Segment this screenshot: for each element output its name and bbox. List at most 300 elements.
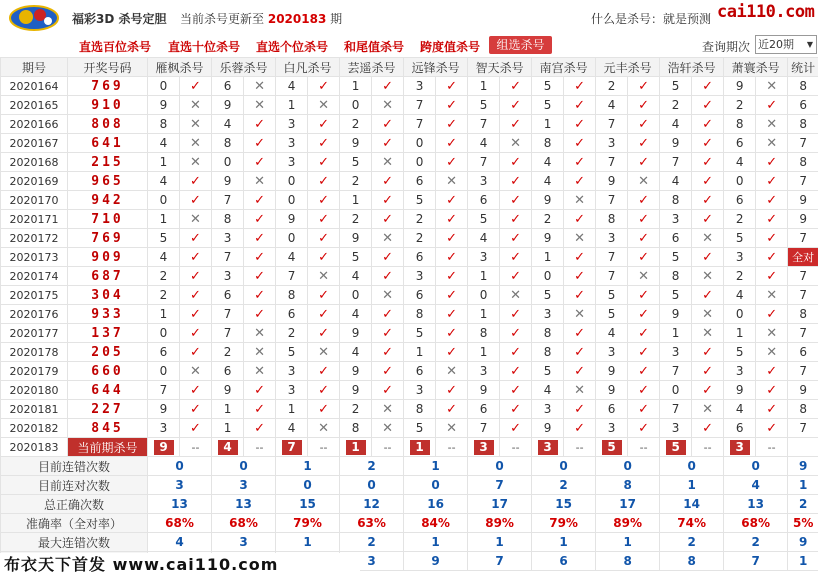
kill-number-cell: 1 xyxy=(276,96,308,115)
current-kill-cell xyxy=(596,438,628,457)
check-icon: ✓ xyxy=(692,115,724,134)
stats-value: 9 xyxy=(404,552,468,571)
check-icon: ✓ xyxy=(436,153,468,172)
kill-number-cell: 8 xyxy=(532,134,564,153)
kill-number-cell: 3 xyxy=(660,343,692,362)
kill-number-cell: 2 xyxy=(340,400,372,419)
current-kill-cell xyxy=(340,438,372,457)
kill-number-cell: 3 xyxy=(596,229,628,248)
kill-number-cell: 7 xyxy=(148,381,180,400)
table-row xyxy=(1,134,818,153)
kill-number-cell: 1 xyxy=(212,419,244,438)
stat-cell: 7 xyxy=(788,362,818,381)
kill-number-cell: 7 xyxy=(468,115,500,134)
table-row xyxy=(1,77,818,96)
kill-number-cell: 9 xyxy=(276,210,308,229)
kill-number-cell: 2 xyxy=(596,77,628,96)
stat-cell: 全对 xyxy=(788,248,818,267)
table-row xyxy=(1,343,818,362)
cross-icon: ✕ xyxy=(372,96,404,115)
check-icon: ✓ xyxy=(436,96,468,115)
stats-value: 68% xyxy=(724,514,788,533)
check-icon: ✓ xyxy=(180,324,212,343)
check-icon: ✓ xyxy=(628,115,660,134)
stats-value: 15 xyxy=(532,495,596,514)
kill-number-cell: 3 xyxy=(468,362,500,381)
current-kill-label: 当前期杀号 xyxy=(68,438,148,457)
current-kill-badge: 5 xyxy=(602,440,622,455)
kill-number-cell: 5 xyxy=(532,77,564,96)
kill-number-cell: 7 xyxy=(596,267,628,286)
kill-number-cell: 8 xyxy=(404,305,436,324)
check-icon: ✓ xyxy=(692,191,724,210)
issue-cell: 2020171 xyxy=(1,210,68,229)
check-icon: ✓ xyxy=(180,343,212,362)
kill-number-cell: 8 xyxy=(596,210,628,229)
current-dash-cell: -- xyxy=(308,438,340,457)
issue-cell: 2020174 xyxy=(1,267,68,286)
table-row xyxy=(1,267,818,286)
kill-number-cell: 9 xyxy=(468,381,500,400)
draw-number-cell: 965 xyxy=(68,172,148,191)
kill-number-cell: 8 xyxy=(532,343,564,362)
stats-value: 8 xyxy=(660,552,724,571)
kill-number-cell: 5 xyxy=(404,191,436,210)
issue-cell: 2020180 xyxy=(1,381,68,400)
kill-number-cell: 5 xyxy=(596,286,628,305)
check-icon: ✓ xyxy=(308,115,340,134)
current-dash-cell: -- xyxy=(628,438,660,457)
site-link[interactable]: cai110.com xyxy=(717,2,815,22)
column-header: 期号 xyxy=(1,58,68,77)
check-icon: ✓ xyxy=(500,191,532,210)
kill-number-cell: 8 xyxy=(404,400,436,419)
table-row xyxy=(1,115,818,134)
kill-number-cell: 3 xyxy=(724,362,756,381)
check-icon: ✓ xyxy=(244,134,276,153)
check-icon: ✓ xyxy=(436,305,468,324)
current-dash-cell: -- xyxy=(180,438,212,457)
kill-number-cell: 9 xyxy=(340,134,372,153)
draw-number-cell: 769 xyxy=(68,229,148,248)
kill-number-cell: 0 xyxy=(276,229,308,248)
kill-number-cell: 2 xyxy=(148,286,180,305)
kill-number-cell: 7 xyxy=(468,153,500,172)
current-dash-cell: -- xyxy=(692,438,724,457)
kill-number-cell: 0 xyxy=(148,191,180,210)
kill-number-cell: 1 xyxy=(404,343,436,362)
kill-number-cell: 9 xyxy=(340,381,372,400)
check-icon: ✓ xyxy=(756,248,788,267)
kill-number-cell: 0 xyxy=(468,286,500,305)
kill-number-cell: 6 xyxy=(724,134,756,153)
issue-cell: 2020181 xyxy=(1,400,68,419)
issue-cell: 2020175 xyxy=(1,286,68,305)
kill-number-cell: 3 xyxy=(724,248,756,267)
kill-number-cell: 1 xyxy=(148,153,180,172)
cross-icon: ✕ xyxy=(436,419,468,438)
check-icon: ✓ xyxy=(436,134,468,153)
update-prefix: 当前杀号更新至 xyxy=(180,12,265,26)
stat-cell: 8 xyxy=(788,153,818,172)
check-icon: ✓ xyxy=(628,305,660,324)
check-icon: ✓ xyxy=(244,229,276,248)
table-body xyxy=(1,77,818,571)
kill-number-cell: 9 xyxy=(148,400,180,419)
check-icon: ✓ xyxy=(244,153,276,172)
draw-number-cell: 227 xyxy=(68,400,148,419)
cross-icon: ✕ xyxy=(180,210,212,229)
kill-number-cell: 1 xyxy=(468,77,500,96)
kill-number-cell: 6 xyxy=(212,77,244,96)
kill-number-cell: 1 xyxy=(276,400,308,419)
kill-number-cell: 9 xyxy=(660,134,692,153)
cross-icon: ✕ xyxy=(564,381,596,400)
kill-number-cell: 6 xyxy=(148,343,180,362)
kill-number-cell: 8 xyxy=(212,134,244,153)
check-icon: ✓ xyxy=(628,286,660,305)
kill-number-cell: 5 xyxy=(404,324,436,343)
column-header: 智天杀号 xyxy=(468,58,532,77)
kill-number-cell: 9 xyxy=(724,381,756,400)
check-icon: ✓ xyxy=(628,153,660,172)
check-icon: ✓ xyxy=(244,267,276,286)
stats-label: 目前连对次数 xyxy=(1,476,148,495)
check-icon: ✓ xyxy=(244,286,276,305)
kill-number-cell: 4 xyxy=(276,77,308,96)
check-icon: ✓ xyxy=(628,419,660,438)
table-row xyxy=(1,305,818,324)
check-icon: ✓ xyxy=(756,305,788,324)
check-icon: ✓ xyxy=(628,210,660,229)
check-icon: ✓ xyxy=(628,343,660,362)
check-icon: ✓ xyxy=(436,381,468,400)
stats-row xyxy=(1,533,818,552)
current-kill-badge: 9 xyxy=(154,440,174,455)
cross-icon: ✕ xyxy=(564,305,596,324)
check-icon: ✓ xyxy=(756,172,788,191)
check-icon: ✓ xyxy=(500,248,532,267)
check-icon: ✓ xyxy=(564,248,596,267)
check-icon: ✓ xyxy=(756,191,788,210)
kill-number-cell: 6 xyxy=(468,191,500,210)
kill-number-cell: 3 xyxy=(404,381,436,400)
current-kill-badge: 7 xyxy=(282,440,302,455)
stats-value: 0 xyxy=(212,457,276,476)
kill-number-cell: 4 xyxy=(532,381,564,400)
period-select[interactable] xyxy=(755,35,817,54)
draw-number-cell: 644 xyxy=(68,381,148,400)
kill-number-cell: 9 xyxy=(724,77,756,96)
table-row xyxy=(1,362,818,381)
kill-number-cell: 5 xyxy=(340,153,372,172)
column-header: 白凡杀号 xyxy=(276,58,340,77)
kill-number-cell: 3 xyxy=(276,362,308,381)
stats-value: 6 xyxy=(532,552,596,571)
kill-number-cell: 9 xyxy=(532,191,564,210)
table-row xyxy=(1,324,818,343)
kill-number-cell: 3 xyxy=(596,134,628,153)
stats-value: 1 xyxy=(276,457,340,476)
kill-number-cell: 7 xyxy=(660,400,692,419)
kill-number-cell: 4 xyxy=(340,343,372,362)
check-icon: ✓ xyxy=(436,229,468,248)
kill-number-cell: 2 xyxy=(724,267,756,286)
kill-number-cell: 3 xyxy=(532,305,564,324)
stats-value: 4 xyxy=(724,476,788,495)
kill-number-cell: 8 xyxy=(340,419,372,438)
cross-icon: ✕ xyxy=(756,343,788,362)
check-icon: ✓ xyxy=(308,210,340,229)
stats-value: 17 xyxy=(596,495,660,514)
issue-cell: 2020173 xyxy=(1,248,68,267)
check-icon: ✓ xyxy=(308,248,340,267)
kill-number-cell: 0 xyxy=(340,96,372,115)
table-row xyxy=(1,248,818,267)
check-icon: ✓ xyxy=(500,153,532,172)
stats-value: 15 xyxy=(276,495,340,514)
stat-cell: 7 xyxy=(788,229,818,248)
cross-icon: ✕ xyxy=(692,400,724,419)
check-icon: ✓ xyxy=(500,115,532,134)
check-icon: ✓ xyxy=(628,324,660,343)
kill-number-cell: 5 xyxy=(724,343,756,362)
check-icon: ✓ xyxy=(756,400,788,419)
current-kill-badge: 3 xyxy=(730,440,750,455)
kill-number-cell: 3 xyxy=(276,134,308,153)
current-kill-cell xyxy=(276,438,308,457)
kill-number-cell: 3 xyxy=(148,419,180,438)
stats-value: 0 xyxy=(404,476,468,495)
kill-number-cell: 3 xyxy=(276,115,308,134)
draw-number-cell: 687 xyxy=(68,267,148,286)
nav-hundreds-kill[interactable]: 直选百位杀号 xyxy=(79,40,152,54)
stat-cell: 9 xyxy=(788,381,818,400)
chevron-down-icon: ▼ xyxy=(806,40,813,49)
current-kill-cell xyxy=(148,438,180,457)
kill-number-cell: 8 xyxy=(660,191,692,210)
check-icon: ✓ xyxy=(500,400,532,419)
kill-number-cell: 7 xyxy=(596,153,628,172)
check-icon: ✓ xyxy=(372,134,404,153)
kill-number-cell: 9 xyxy=(532,419,564,438)
nav-span-kill[interactable]: 跨度值杀号 xyxy=(420,40,481,54)
check-icon: ✓ xyxy=(692,381,724,400)
current-kill-badge: 5 xyxy=(666,440,686,455)
check-icon: ✓ xyxy=(180,286,212,305)
check-icon: ✓ xyxy=(308,324,340,343)
check-icon: ✓ xyxy=(180,77,212,96)
kill-number-cell: 8 xyxy=(148,115,180,134)
cross-icon: ✕ xyxy=(756,134,788,153)
kill-number-cell: 1 xyxy=(340,191,372,210)
kill-number-cell: 7 xyxy=(404,96,436,115)
kill-number-cell: 6 xyxy=(596,400,628,419)
stat-cell: 6 xyxy=(788,96,818,115)
predict-text: 什么是杀号：就是预测 xyxy=(591,12,712,26)
kill-number-cell: 2 xyxy=(660,96,692,115)
check-icon: ✓ xyxy=(372,362,404,381)
cross-icon: ✕ xyxy=(564,229,596,248)
stats-value: 79% xyxy=(532,514,596,533)
nav-sum-tail-kill[interactable]: 和尾值杀号 xyxy=(344,40,405,54)
check-icon: ✓ xyxy=(628,191,660,210)
check-icon: ✓ xyxy=(756,229,788,248)
kill-number-cell: 9 xyxy=(212,96,244,115)
check-icon: ✓ xyxy=(564,172,596,191)
kill-number-cell: 7 xyxy=(212,248,244,267)
current-dash-cell: -- xyxy=(564,438,596,457)
kill-number-cell: 4 xyxy=(340,305,372,324)
issue-cell: 2020167 xyxy=(1,134,68,153)
table-row xyxy=(1,153,818,172)
stats-value: 0 xyxy=(468,457,532,476)
kill-number-cell: 0 xyxy=(404,134,436,153)
current-stat-cell xyxy=(788,438,818,457)
check-icon: ✓ xyxy=(180,400,212,419)
check-icon: ✓ xyxy=(564,115,596,134)
kill-number-cell: 5 xyxy=(724,229,756,248)
draw-number-cell: 769 xyxy=(68,77,148,96)
check-icon: ✓ xyxy=(564,362,596,381)
kill-number-cell: 3 xyxy=(596,419,628,438)
nav-units-kill[interactable]: 直选个位杀号 xyxy=(256,40,329,54)
kill-number-cell: 2 xyxy=(148,267,180,286)
draw-number-cell: 215 xyxy=(68,153,148,172)
stats-value: 1 xyxy=(404,533,468,552)
kill-number-cell: 1 xyxy=(148,210,180,229)
stats-value: 8 xyxy=(596,552,660,571)
current-dash-cell: -- xyxy=(372,438,404,457)
kill-number-cell: 2 xyxy=(340,172,372,191)
kill-number-cell: 4 xyxy=(660,172,692,191)
kill-number-cell: 5 xyxy=(532,286,564,305)
draw-number-cell: 304 xyxy=(68,286,148,305)
stats-value: 13 xyxy=(212,495,276,514)
update-issue: 2020183 xyxy=(267,12,327,26)
nav-tens-kill[interactable]: 直选十位杀号 xyxy=(168,40,241,54)
kill-number-cell: 3 xyxy=(276,153,308,172)
stats-value: 7 xyxy=(468,476,532,495)
check-icon: ✓ xyxy=(500,419,532,438)
stats-value: 0 xyxy=(148,457,212,476)
stats-value: 1 xyxy=(276,533,340,552)
kill-number-cell: 6 xyxy=(212,362,244,381)
kill-number-cell: 9 xyxy=(532,229,564,248)
kill-number-cell: 3 xyxy=(660,210,692,229)
column-header: 开奖号码 xyxy=(68,58,148,77)
kill-number-cell: 4 xyxy=(212,115,244,134)
kill-number-cell: 3 xyxy=(468,172,500,191)
check-icon: ✓ xyxy=(692,172,724,191)
stats-total: 1 xyxy=(788,552,818,571)
stats-value: 3 xyxy=(340,552,404,571)
stats-value: 0 xyxy=(724,457,788,476)
check-icon: ✓ xyxy=(244,191,276,210)
check-icon: ✓ xyxy=(628,134,660,153)
table-row xyxy=(1,419,818,438)
kill-number-cell: 1 xyxy=(148,305,180,324)
stat-cell: 7 xyxy=(788,134,818,153)
check-icon: ✓ xyxy=(564,210,596,229)
kill-number-cell: 1 xyxy=(340,77,372,96)
current-kill-badge: 1 xyxy=(346,440,366,455)
current-kill-cell xyxy=(660,438,692,457)
check-icon: ✓ xyxy=(564,153,596,172)
check-icon: ✓ xyxy=(180,419,212,438)
check-icon: ✓ xyxy=(308,153,340,172)
check-icon: ✓ xyxy=(500,343,532,362)
stats-row xyxy=(1,495,818,514)
stats-row xyxy=(1,476,818,495)
check-icon: ✓ xyxy=(564,400,596,419)
check-icon: ✓ xyxy=(244,248,276,267)
check-icon: ✓ xyxy=(500,324,532,343)
cross-icon: ✕ xyxy=(244,77,276,96)
kill-number-cell: 4 xyxy=(532,172,564,191)
kill-number-cell: 9 xyxy=(660,305,692,324)
draw-number-cell: 910 xyxy=(68,96,148,115)
check-icon: ✓ xyxy=(180,267,212,286)
kill-number-cell: 3 xyxy=(596,343,628,362)
kill-number-cell: 4 xyxy=(596,324,628,343)
check-icon: ✓ xyxy=(500,210,532,229)
check-icon: ✓ xyxy=(628,400,660,419)
kill-number-cell: 2 xyxy=(276,324,308,343)
stat-cell: 9 xyxy=(788,210,818,229)
kill-number-cell: 3 xyxy=(404,77,436,96)
cross-icon: ✕ xyxy=(692,305,724,324)
kill-number-cell: 7 xyxy=(596,248,628,267)
check-icon: ✓ xyxy=(308,77,340,96)
check-icon: ✓ xyxy=(372,77,404,96)
check-icon: ✓ xyxy=(372,191,404,210)
check-icon: ✓ xyxy=(564,324,596,343)
kill-number-cell: 1 xyxy=(660,324,692,343)
kill-number-cell: 9 xyxy=(340,362,372,381)
kill-number-cell: 0 xyxy=(148,362,180,381)
kill-number-cell: 9 xyxy=(212,381,244,400)
check-icon: ✓ xyxy=(372,172,404,191)
cross-icon: ✕ xyxy=(756,286,788,305)
kill-number-table xyxy=(0,57,818,571)
check-icon: ✓ xyxy=(180,172,212,191)
check-icon: ✓ xyxy=(692,248,724,267)
stats-value: 3 xyxy=(148,476,212,495)
stat-cell: 7 xyxy=(788,419,818,438)
check-icon: ✓ xyxy=(628,362,660,381)
cross-icon: ✕ xyxy=(372,153,404,172)
cross-icon: ✕ xyxy=(180,96,212,115)
check-icon: ✓ xyxy=(308,191,340,210)
check-icon: ✓ xyxy=(436,324,468,343)
table-row xyxy=(1,191,818,210)
check-icon: ✓ xyxy=(756,210,788,229)
kill-number-cell: 5 xyxy=(276,343,308,362)
kill-number-cell: 5 xyxy=(660,248,692,267)
current-kill-badge: 4 xyxy=(218,440,238,455)
stats-value: 79% xyxy=(276,514,340,533)
cross-icon: ✕ xyxy=(372,229,404,248)
column-header: 雁枫杀号 xyxy=(148,58,212,77)
footer-watermark: 布衣天下首发 www.cai110.com xyxy=(0,553,360,577)
stats-value: 0 xyxy=(276,476,340,495)
kill-number-cell: 7 xyxy=(212,305,244,324)
stat-cell: 8 xyxy=(788,305,818,324)
nav-group-kill-tab[interactable]: 组选杀号 xyxy=(489,36,552,54)
kill-number-cell: 0 xyxy=(340,286,372,305)
stats-value: 68% xyxy=(148,514,212,533)
